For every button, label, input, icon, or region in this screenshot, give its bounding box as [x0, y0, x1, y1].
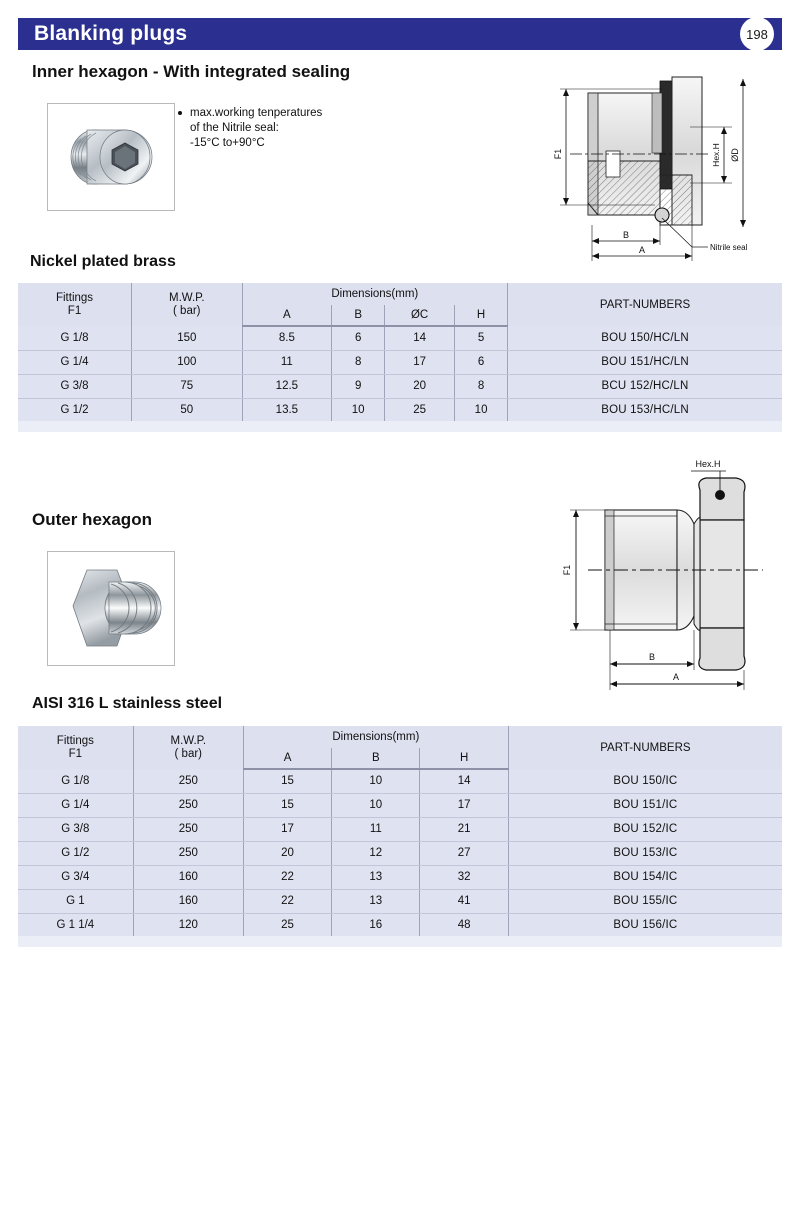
- table2-head: [18, 726, 782, 769]
- table1-col-mwp-top: M.W.P.: [168, 291, 205, 304]
- table1-col-part-numbers: PART-NUMBERS: [508, 283, 782, 326]
- cell-fittings: G 1 1/4: [18, 913, 133, 937]
- cell-mwp: 160: [133, 889, 243, 913]
- table1-col-b: B: [332, 305, 385, 326]
- outer-hexagon-plug-image: [51, 555, 171, 662]
- table-title-nickel-plated-brass: Nickel plated brass: [30, 253, 176, 270]
- cell-h: 6: [455, 350, 508, 374]
- table2-col-mwp-top: M.W.P.: [170, 734, 207, 747]
- cell-fittings: G 3/8: [18, 817, 133, 841]
- cell-b: 13: [332, 889, 420, 913]
- cell-h: 10: [455, 398, 508, 422]
- cell-b: 8: [332, 350, 385, 374]
- cell-a: 17: [243, 817, 331, 841]
- table1-head: [18, 283, 782, 326]
- nitrile-seal-notes: [190, 106, 322, 151]
- cell-h: 27: [420, 841, 508, 865]
- drawing1-label-diameter-d: ØD: [730, 148, 740, 162]
- note-line-3: -15°C to+90°C: [190, 137, 265, 149]
- cell-part-number: BOU 152/IC: [508, 817, 782, 841]
- cell-part-number: BOU 153/HC/LN: [508, 398, 782, 422]
- cell-part-number: BOU 151/IC: [508, 793, 782, 817]
- table-row: [18, 841, 782, 865]
- cell-a: 8.5: [242, 326, 332, 350]
- page-header-bar: [18, 18, 782, 50]
- cell-c: 14: [385, 326, 455, 350]
- cell-h: 17: [420, 793, 508, 817]
- cell-h: 41: [420, 889, 508, 913]
- cell-a: 13.5: [242, 398, 332, 422]
- table-row: [18, 913, 782, 937]
- drawing2-label-hex-h: Hex.H: [695, 459, 721, 469]
- drawing2-label-f1: F1: [562, 564, 572, 576]
- table2-col-b: B: [332, 748, 420, 769]
- cell-part-number: BOU 153/IC: [508, 841, 782, 865]
- table1-col-h: H: [455, 305, 508, 326]
- table1-header-row-top: [18, 283, 782, 305]
- cell-mwp: 50: [132, 398, 243, 422]
- table2-col-fittings-bottom: F1: [68, 747, 83, 760]
- table1-col-fittings-bottom: F1: [67, 304, 82, 317]
- table2-col-part-numbers: PART-NUMBERS: [508, 726, 782, 769]
- table2-col-fittings-top: Fittings: [56, 734, 94, 747]
- section-heading-inner-hexagon: lnner hexagon - With integrated sealing: [32, 62, 351, 81]
- cell-mwp: 250: [133, 793, 243, 817]
- technical-drawing-outer-hexagon: [548, 452, 798, 697]
- table-row: [18, 398, 782, 422]
- table-row: [18, 374, 782, 398]
- table1-col-dimensions-group: Dimensions(mm): [242, 283, 508, 305]
- spec-table-aisi-stainless-steel: [18, 726, 782, 938]
- note-line-2: of the Nitrile seal:: [190, 122, 279, 134]
- cell-a: 20: [243, 841, 331, 865]
- table1-body: [18, 326, 782, 422]
- cell-part-number: BOU 150/HC/LN: [508, 326, 782, 350]
- table2-body: [18, 769, 782, 937]
- cell-mwp: 75: [132, 374, 243, 398]
- drawing1-label-nitrile-seal: Nitrile seal: [710, 243, 748, 252]
- cell-fittings: G 3/4: [18, 865, 133, 889]
- cell-mwp: 250: [133, 769, 243, 793]
- cell-fittings: G 1/2: [18, 398, 132, 422]
- table-row: [18, 865, 782, 889]
- cell-c: 25: [385, 398, 455, 422]
- bullet-dot-icon: [178, 111, 182, 115]
- table1-col-fittings: [18, 283, 132, 326]
- cell-h: 5: [455, 326, 508, 350]
- drawing1-label-b: B: [622, 230, 630, 240]
- cell-a: 22: [243, 865, 331, 889]
- drawing1-label-a: A: [638, 245, 646, 255]
- cell-c: 20: [385, 374, 455, 398]
- cell-part-number: BOU 155/IC: [508, 889, 782, 913]
- cell-mwp: 120: [133, 913, 243, 937]
- cell-b: 13: [332, 865, 420, 889]
- cell-part-number: BOU 154/IC: [508, 865, 782, 889]
- cell-h: 8: [455, 374, 508, 398]
- table1-footer-strip: [18, 421, 782, 432]
- cell-fittings: G 1/4: [18, 350, 132, 374]
- table1-col-mwp-bottom: ( bar): [173, 304, 201, 317]
- table-row: [18, 326, 782, 350]
- cell-a: 22: [243, 889, 331, 913]
- table1-col-fittings-top: Fittings: [55, 291, 94, 304]
- cell-b: 10: [332, 769, 420, 793]
- table-title-aisi-stainless-steel: AISI 316 L stainless steel: [32, 695, 223, 712]
- cell-b: 16: [332, 913, 420, 937]
- cell-h: 48: [420, 913, 508, 937]
- table-row: [18, 769, 782, 793]
- table2-header-row-top: [18, 726, 782, 748]
- cell-b: 9: [332, 374, 385, 398]
- cell-part-number: BOU 151/HC/LN: [508, 350, 782, 374]
- cell-h: 32: [420, 865, 508, 889]
- table1-col-mwp: [132, 283, 243, 326]
- spec-table-nickel-plated-brass: [18, 283, 782, 423]
- table2-col-a: A: [243, 748, 331, 769]
- cell-fittings: G 1/4: [18, 793, 133, 817]
- cell-fittings: G 1: [18, 889, 133, 913]
- cell-b: 6: [332, 326, 385, 350]
- product-photo-inner-hexagon: [47, 103, 175, 211]
- cell-h: 14: [420, 769, 508, 793]
- cell-fittings: G 1/8: [18, 326, 132, 350]
- cell-b: 10: [332, 398, 385, 422]
- drawing2-label-b: B: [648, 652, 656, 662]
- drawing2-label-a: A: [672, 672, 680, 682]
- drawing1-label-hex-h: Hex.H: [711, 143, 721, 167]
- table-row: [18, 889, 782, 913]
- cell-b: 12: [332, 841, 420, 865]
- product-photo-outer-hexagon: [47, 551, 175, 666]
- cell-part-number: BOU 150/IC: [508, 769, 782, 793]
- cell-b: 11: [332, 817, 420, 841]
- cell-mwp: 250: [133, 841, 243, 865]
- cell-a: 11: [242, 350, 332, 374]
- cell-part-number: BCU 152/HC/LN: [508, 374, 782, 398]
- inner-hexagon-plug-image: [51, 107, 171, 207]
- cell-fittings: G 1/8: [18, 769, 133, 793]
- note-line-1: max.working tenperatures: [190, 107, 323, 119]
- table2-col-fittings: [18, 726, 133, 769]
- table2-col-h: H: [420, 748, 508, 769]
- page-title: Blanking plugs: [34, 22, 188, 45]
- cell-fittings: G 1/2: [18, 841, 133, 865]
- section-heading-outer-hexagon: Outer hexagon: [32, 510, 152, 529]
- cell-b: 10: [332, 793, 420, 817]
- table2-col-dimensions-group: Dimensions(mm): [243, 726, 508, 748]
- cell-mwp: 160: [133, 865, 243, 889]
- cell-part-number: BOU 156/IC: [508, 913, 782, 937]
- table2-col-mwp-bottom: ( bar): [174, 747, 203, 760]
- table1-col-c: ØC: [385, 305, 455, 326]
- cell-h: 21: [420, 817, 508, 841]
- table2-footer-strip: [18, 936, 782, 947]
- cell-mwp: 250: [133, 817, 243, 841]
- cell-mwp: 100: [132, 350, 243, 374]
- page-number-badge: 198: [740, 17, 774, 51]
- cell-a: 25: [243, 913, 331, 937]
- table2-col-mwp: [133, 726, 243, 769]
- table-row: [18, 817, 782, 841]
- cell-a: 15: [243, 793, 331, 817]
- cell-fittings: G 3/8: [18, 374, 132, 398]
- table-row: [18, 793, 782, 817]
- table1-col-a: A: [242, 305, 332, 326]
- cell-a: 15: [243, 769, 331, 793]
- cell-a: 12.5: [242, 374, 332, 398]
- technical-drawing-inner-hexagon: [540, 75, 795, 265]
- cell-c: 17: [385, 350, 455, 374]
- cell-mwp: 150: [132, 326, 243, 350]
- drawing1-label-f1: F1: [553, 148, 563, 160]
- table-row: [18, 350, 782, 374]
